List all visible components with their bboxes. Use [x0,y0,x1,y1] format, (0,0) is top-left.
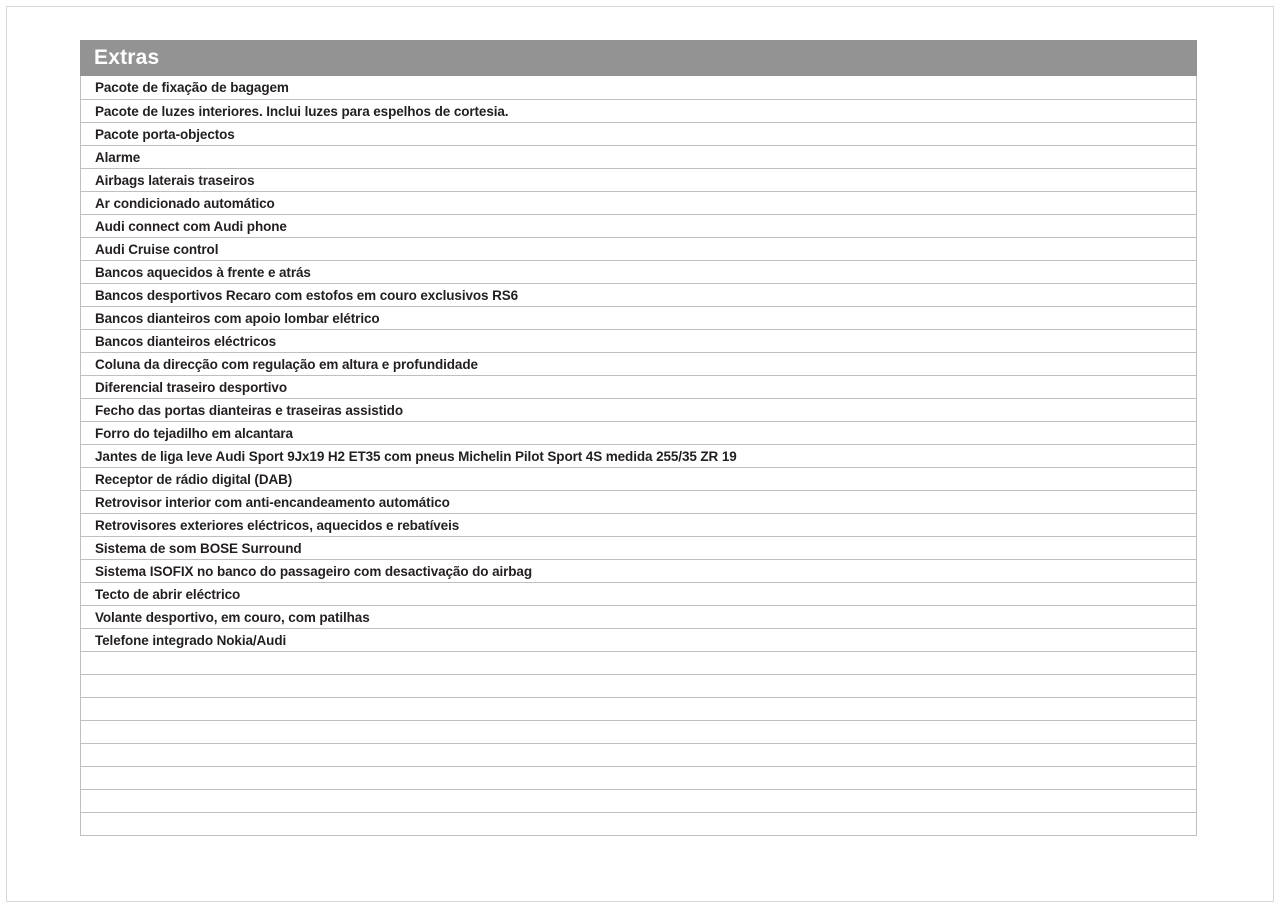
extra-item-label: Sistema ISOFIX no banco do passageiro com desactivação do airbag [95,563,532,579]
extra-item-label: Ar condicionado automático [95,195,275,211]
extra-item-label: Bancos dianteiros com apoio lombar elétrico [95,310,380,326]
table-row [80,628,1197,651]
extra-item-label: Alarme [95,149,141,165]
extra-item-label: Retrovisor interior com anti-encandeamento automático [95,494,450,510]
extra-item-label: Pacote de fixação de bagagem [95,80,289,95]
table-row [80,145,1197,168]
table-row [80,306,1197,329]
extra-item-label: Tecto de abrir eléctrico [95,586,241,602]
extra-item-label: Bancos desportivos Recaro com estofos em couro exclusivos RS6 [95,287,519,303]
extra-item-label: Pacote porta-objectos [95,126,235,142]
table-row-empty [80,720,1197,743]
table-row-empty [80,812,1197,835]
extra-item-label: Fecho das portas dianteiras e traseiras assistido [95,402,403,418]
extra-item-label: Pacote de luzes interiores. Inclui luzes para espelhos de cortesia. [95,103,509,119]
extras-table-body [80,76,1197,836]
extra-item-label: Jantes de liga leve Audi Sport 9Jx19 H2 ET35 com pneus Michelin Pilot Sport 4S medida 255/35 ZR 19 [95,448,737,464]
table-row [80,352,1197,375]
extra-item-label: Retrovisores exteriores eléctricos, aquecidos e rebatíveis [95,517,460,533]
table-row [80,76,1197,99]
extras-table-header: Extras [80,40,1197,76]
table-row [80,559,1197,582]
table-row [80,99,1197,122]
table-row [80,214,1197,237]
table-row [80,237,1197,260]
table-row-empty [80,789,1197,812]
extra-item-label: Coluna da direcção com regulação em altura e profundidade [95,356,478,372]
extras-table [80,40,1197,836]
table-row [80,513,1197,536]
table-row-empty [80,697,1197,720]
table-row [80,605,1197,628]
table-row [80,582,1197,605]
extra-item-label: Telefone integrado Nokia/Audi [95,632,287,648]
extra-item-label: Bancos aquecidos à frente e atrás [95,264,311,280]
table-row [80,283,1197,306]
extra-item-label: Receptor de rádio digital (DAB) [95,471,293,487]
table-row [80,375,1197,398]
table-row [80,421,1197,444]
table-row [80,490,1197,513]
extra-item-label: Bancos dianteiros eléctricos [95,333,277,349]
table-row [80,168,1197,191]
table-row [80,329,1197,352]
table-row [80,398,1197,421]
extra-item-label: Sistema de som BOSE Surround [95,540,302,556]
extra-item-label: Airbags laterais traseiros [95,172,255,188]
extra-item-label: Audi connect com Audi phone [95,218,287,234]
table-row [80,536,1197,559]
table-row [80,191,1197,214]
table-row [80,444,1197,467]
extra-item-label: Diferencial traseiro desportivo [95,379,287,395]
table-row-empty [80,674,1197,697]
extra-item-label: Audi Cruise control [95,241,219,257]
table-row [80,122,1197,145]
table-row [80,260,1197,283]
table-row-empty [80,743,1197,766]
table-row [80,467,1197,490]
extra-item-label: Volante desportivo, em couro, com patilhas [95,609,370,625]
table-row-empty [80,766,1197,789]
extra-item-label: Forro do tejadilho em alcantara [95,425,293,441]
table-row-empty [80,651,1197,674]
